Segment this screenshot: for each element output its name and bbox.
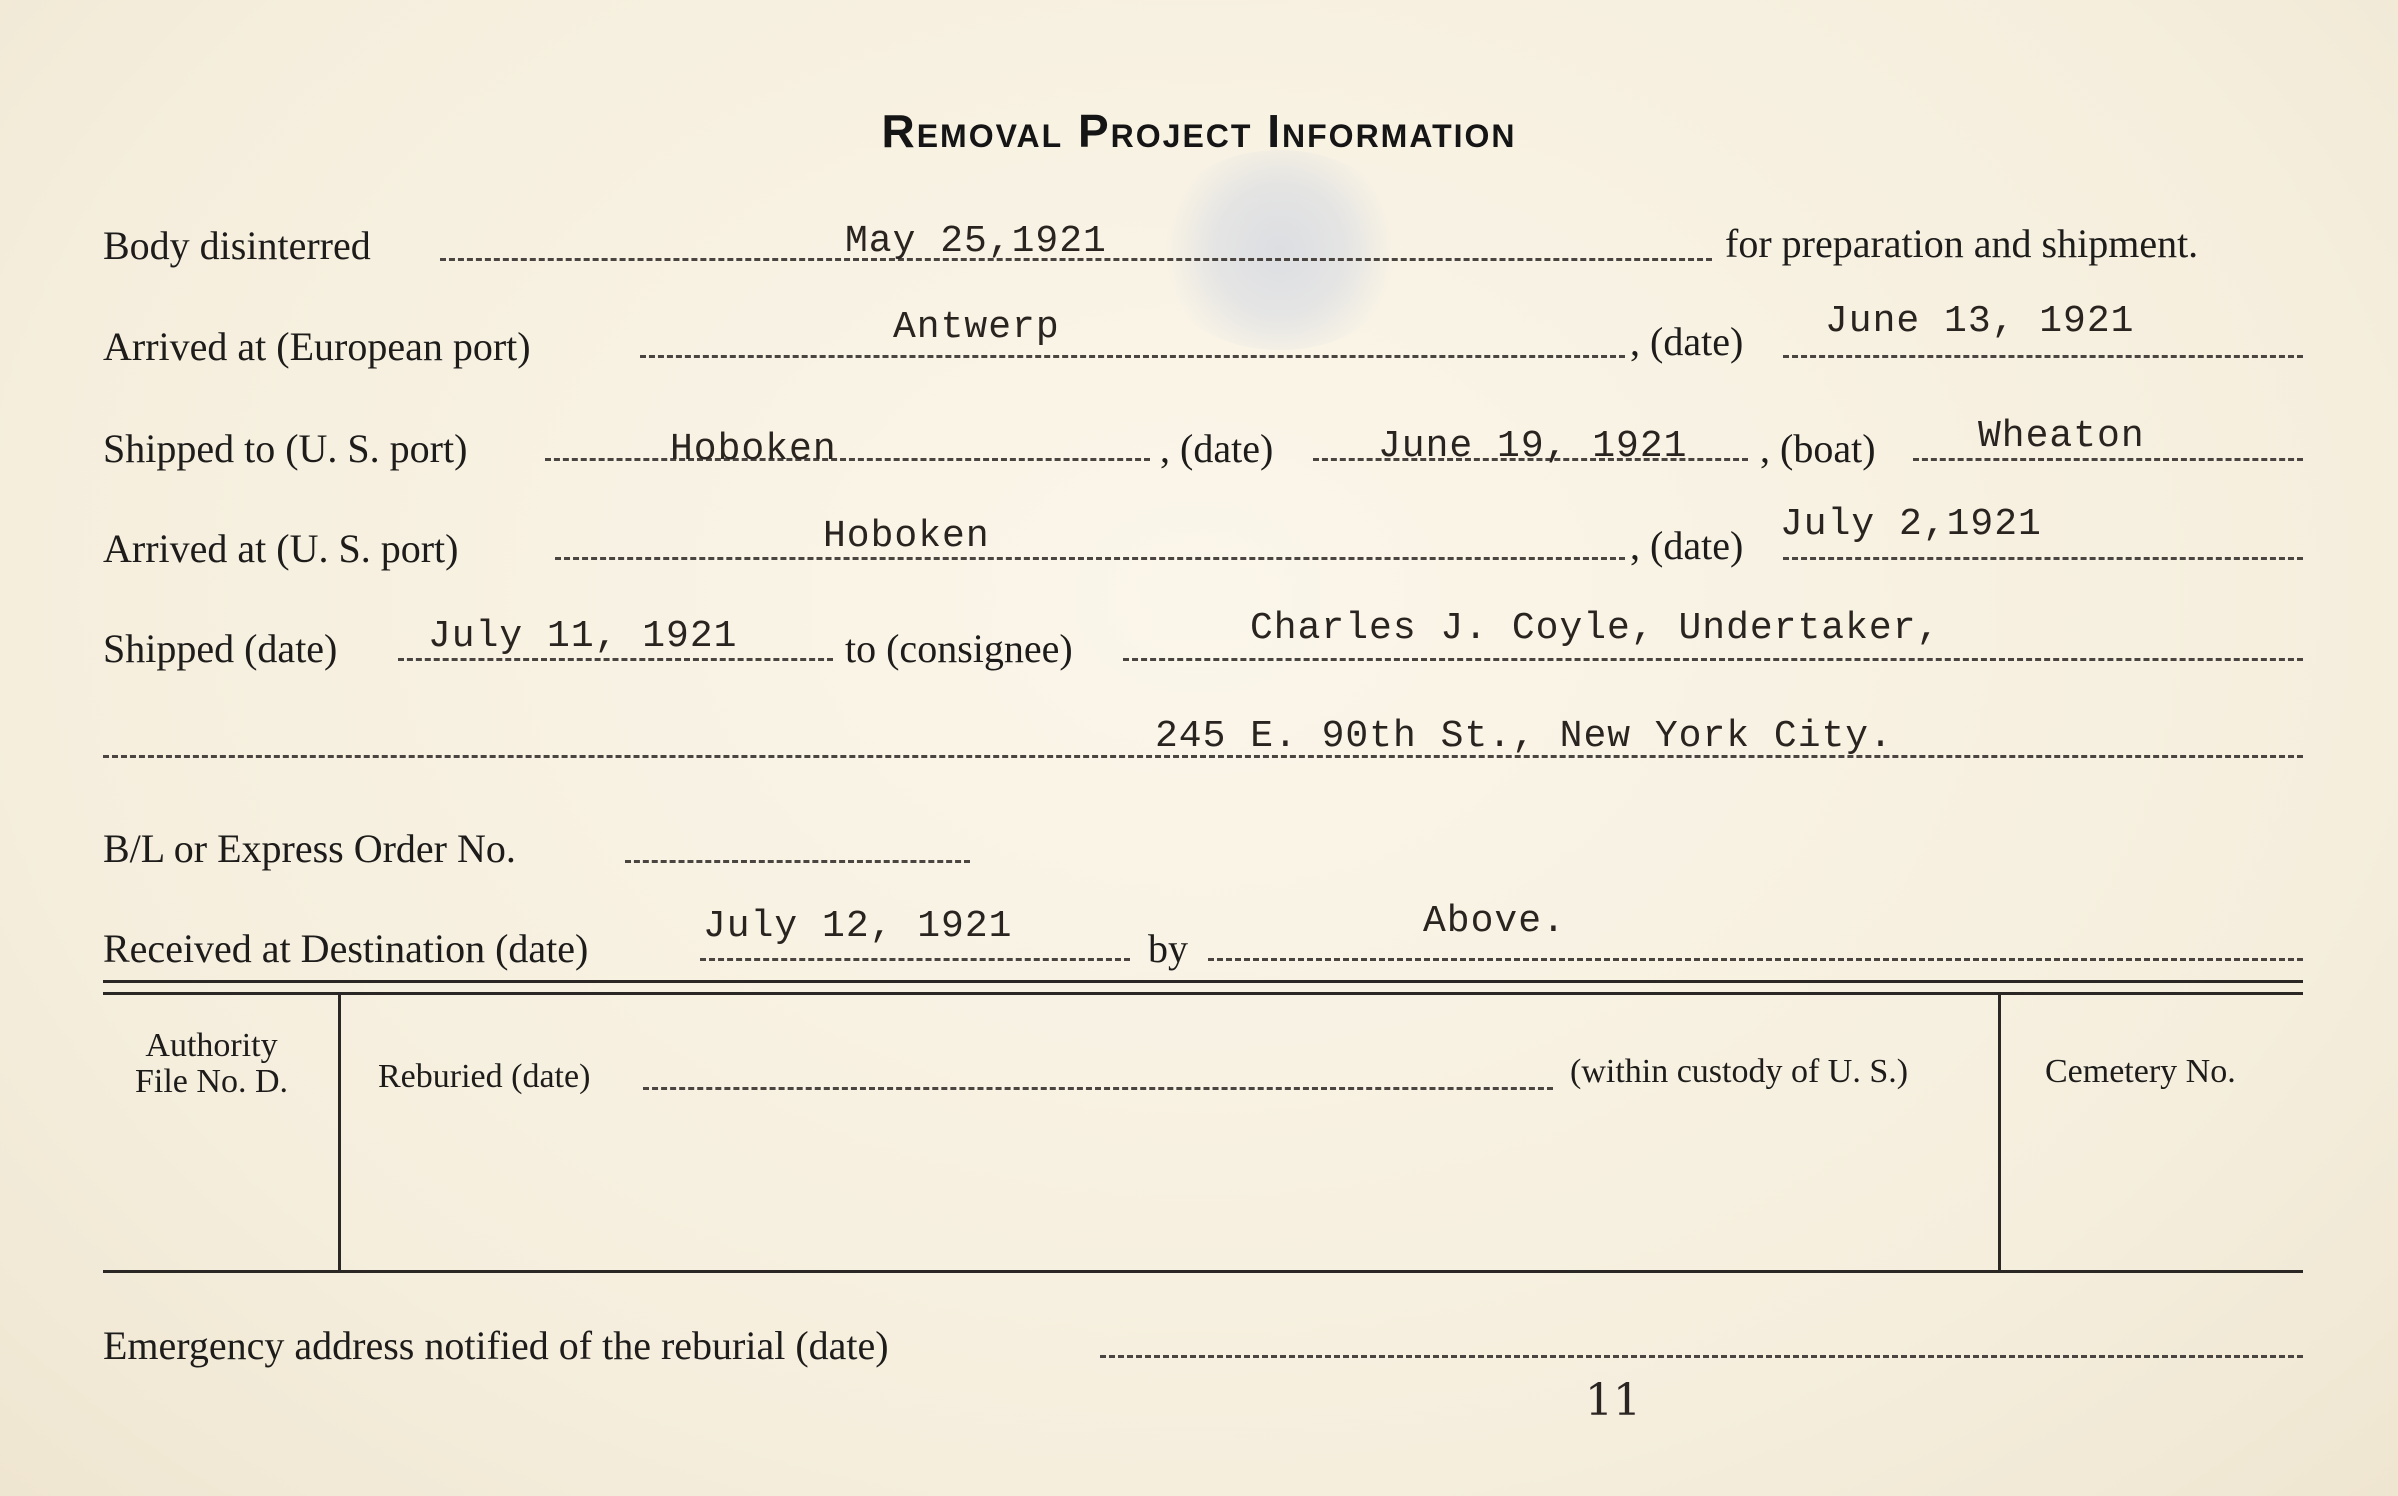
shipped-to-us-date-label: , (date) [1160, 426, 1274, 471]
consignee-value: Charles J. Coyle, Undertaker, [1250, 607, 1941, 650]
emergency-address-line [1100, 1355, 2303, 1358]
arrived-us-port-line [555, 557, 1625, 560]
shipped-to-us-boat-label: , (boat) [1760, 426, 1876, 471]
within-custody-label: (within custody of U. S.) [1570, 1053, 1909, 1090]
arrived-us-date-line [1783, 557, 2303, 560]
shipped-to-us-date-value: June 19, 1921 [1378, 425, 1688, 468]
handwritten-page-mark: 11 [1585, 1375, 1641, 1426]
faded-ink-stamp [1150, 150, 1410, 350]
table-divider-right [1998, 995, 2001, 1270]
received-by-label: by [1148, 926, 1188, 971]
received-destination-date-value: July 12, 1921 [703, 905, 1013, 948]
shipped-date-value: July 11, 1921 [428, 615, 738, 658]
bl-express-order-label: B/L or Express Order No. [103, 826, 516, 871]
received-destination-label: Received at Destination (date) [103, 926, 589, 971]
shipped-to-us-port-line [545, 458, 1150, 461]
table-bottom-rule [103, 1270, 2303, 1273]
arrived-european-date-value: June 13, 1921 [1825, 300, 2135, 343]
received-by-value: Above. [1423, 900, 1566, 943]
arrived-us-port-label: Arrived at (U. S. port) [103, 526, 459, 571]
table-top-rule-2 [103, 992, 2303, 995]
card-title: Removal Project Information [881, 105, 1517, 157]
emergency-address-label: Emergency address notified of the reburial (date) [103, 1323, 889, 1368]
arrived-european-port-line [640, 355, 1625, 358]
reburied-date-label: Reburied (date) [378, 1058, 591, 1095]
preparation-shipment-label: for preparation and shipment. [1725, 221, 2199, 266]
shipped-date-label: Shipped (date) [103, 626, 338, 671]
table-divider-left [338, 995, 341, 1273]
shipped-to-us-port-label: Shipped to (U. S. port) [103, 426, 468, 471]
authority-file-label [135, 1028, 288, 1100]
table-top-rule-1 [103, 980, 2303, 983]
cemetery-no-label: Cemetery No. [2045, 1053, 2236, 1090]
arrived-european-date-label: , (date) [1630, 319, 1744, 364]
shipped-to-us-boat-value: Wheaton [1978, 415, 2145, 458]
arrived-us-port-value: Hoboken [823, 515, 990, 558]
authority-label-line2: File No. D. [135, 1063, 288, 1100]
authority-label-line1: Authority [145, 1027, 278, 1064]
received-destination-line [700, 958, 1130, 961]
consignee-label: to (consignee) [845, 626, 1073, 671]
consignee-line [1123, 658, 2303, 661]
arrived-european-port-label: Arrived at (European port) [103, 324, 531, 369]
shipped-to-us-port-value: Hoboken [670, 428, 837, 471]
reburied-date-line [643, 1087, 1553, 1090]
received-by-line [1208, 958, 2303, 961]
arrived-us-date-label: , (date) [1630, 523, 1744, 568]
shipped-date-line [398, 658, 833, 661]
arrived-us-date-value: July 2,1921 [1780, 503, 2042, 546]
arrived-european-date-line [1783, 355, 2303, 358]
body-disinterred-value: May 25,1921 [845, 220, 1107, 263]
shipped-to-us-boat-line [1913, 458, 2303, 461]
arrived-european-port-value: Antwerp [893, 306, 1060, 349]
bl-express-order-line [625, 860, 970, 863]
body-disinterred-label: Body disinterred [103, 223, 371, 268]
consignee-address-value: 245 E. 90th St., New York City. [1155, 715, 1893, 758]
